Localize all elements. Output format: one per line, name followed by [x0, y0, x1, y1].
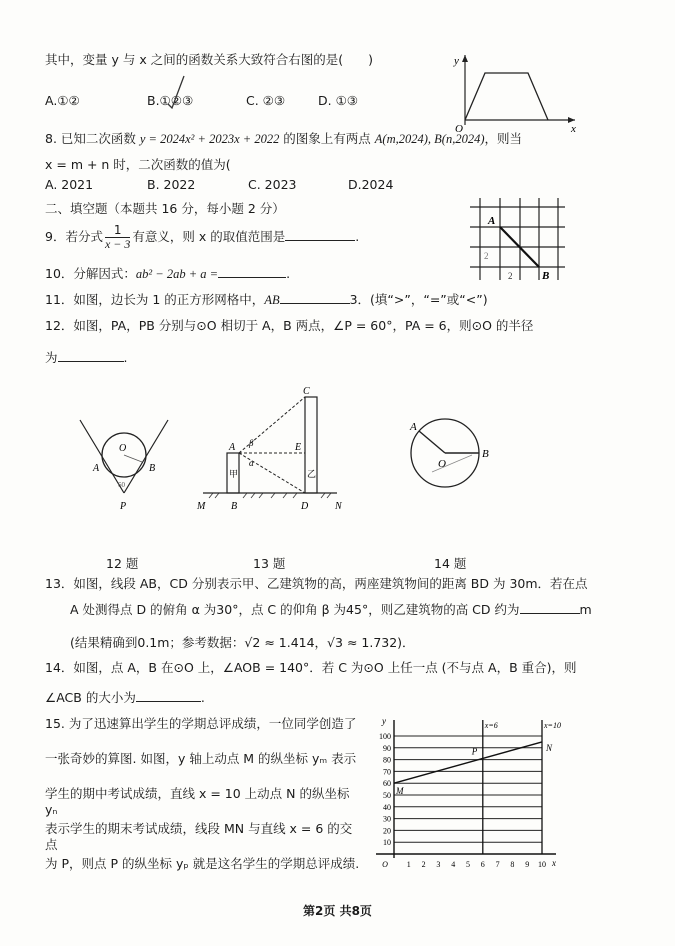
y-axis-label: y: [382, 716, 386, 726]
x-tick-label: 9: [525, 860, 530, 869]
q15-line-4: 表示学生的期末考试成绩，线段 MN 与直线 x = 6 的交点: [45, 821, 353, 852]
radius-ob: [124, 455, 142, 462]
x-tick-label: 3: [436, 860, 441, 869]
label-e: E: [295, 442, 302, 453]
x-tick-label: 2: [421, 860, 426, 869]
q8-line2: x = m + n 时，二次函数的值为(: [45, 157, 231, 172]
caption-14: 14 题: [434, 556, 467, 571]
q12-line2-text: 为: [45, 350, 58, 365]
label-a: A: [93, 463, 100, 474]
q8-option-c: C. 2023: [248, 177, 297, 192]
q9-prefix: 9．若分式: [45, 229, 103, 244]
q9-suffix: 有意义，则 x 的取值范围是: [132, 229, 286, 244]
point-label-n: N: [546, 742, 553, 753]
fraction-numerator: 1: [105, 224, 130, 238]
y-tick-label: 60: [383, 779, 391, 789]
q10-answer-blank[interactable]: [218, 266, 286, 278]
label-yi: 乙: [307, 469, 317, 479]
label-beta: β: [249, 438, 254, 448]
x-tick-label: 1: [406, 860, 411, 869]
q9-fraction: [105, 224, 130, 251]
y-tick-label: 90: [383, 743, 391, 753]
q13-line2-text: A 处测得点 D 的俯角 α 为30°，点 C 的仰角 β 为45°，则乙建筑物的高 CD 约为: [70, 602, 520, 617]
q12-line2: [45, 350, 128, 366]
q11: [45, 292, 488, 308]
label-a: A: [488, 215, 496, 227]
q9-end: .: [355, 229, 360, 244]
q13-line1: 13．如图，线段 AB，CD 分别表示甲、乙建筑物的高，两座建筑物间的距离 BD 为 30m．若在点: [45, 576, 588, 591]
q8-mid: 的图象上有两点: [279, 131, 375, 146]
y-tick-label: 10: [383, 838, 391, 848]
y-tick-label: 50: [383, 791, 391, 800]
q15-line-5: 为 P，则点 P 的纵坐标 yₚ 就是这名学生的学期总评成绩.: [45, 856, 360, 871]
q13-unit: m: [579, 602, 592, 617]
q8-line1: [45, 131, 645, 147]
checkmark-icon: [166, 74, 186, 110]
x-label: x: [571, 123, 576, 135]
q11-suffix: 3．(填“>”，“=”或“<”): [349, 292, 488, 307]
label-b: B: [231, 501, 238, 512]
q11-prefix: 11．如图，边长为 1 的正方形网格中，: [45, 292, 265, 307]
q14-figure: [400, 410, 510, 500]
q8-option-d: D.2024: [348, 177, 394, 192]
q12-end: .: [123, 350, 128, 365]
handwritten-2b: 2: [508, 271, 513, 281]
q7-option-d: D. ①③: [318, 93, 358, 108]
q8-option-b: B. 2022: [147, 177, 196, 192]
x-tick-label: 7: [495, 860, 500, 869]
label-n: N: [335, 501, 342, 512]
label-a: A: [229, 442, 236, 453]
q13-line2: [70, 602, 645, 618]
vertical-line-label: x=6: [484, 721, 498, 730]
q9: [45, 224, 359, 251]
y-tick-label: 30: [383, 814, 391, 824]
q14-answer-blank[interactable]: [136, 690, 201, 702]
label-b: B: [482, 448, 489, 460]
x-tick-label: 8: [510, 860, 515, 869]
label-b: B: [542, 270, 550, 282]
fraction-denominator: x − 3: [104, 237, 131, 251]
q13-line3: (结果精确到0.1m；参考数据：√2 ≈ 1.414，√3 ≈ 1.732)．: [70, 635, 415, 650]
q14-line1: 14．如图，点 A，B 在⊙O 上，∠AOB = 140°．若 C 为⊙O 上任一点 (不与点 A，B 重合)，则: [45, 660, 577, 675]
x-tick-label: 4: [451, 860, 456, 869]
q10-prefix: 10．分解因式：: [45, 266, 136, 281]
label-jia: 甲: [229, 469, 239, 479]
y-label: y: [454, 55, 459, 67]
q11-grid-figure: [465, 195, 570, 283]
q12-answer-blank[interactable]: [58, 350, 124, 362]
origin-label: O: [382, 860, 388, 869]
radius-oa: [419, 431, 445, 453]
y-tick-label: 70: [383, 767, 391, 777]
q14-end: .: [200, 690, 205, 705]
label-d: D: [301, 501, 309, 512]
y-tick-label: 40: [383, 802, 391, 812]
q12-line1: 12．如图，PA，PB 分别与⊙O 相切于 A，B 两点，∠P = 60°，PA = 6，则⊙O 的半径: [45, 318, 534, 333]
q8-points: A(m,2024), B(n,2024): [374, 132, 485, 146]
q15-nomogram-chart: [368, 706, 573, 874]
q15-line-3: 学生的期中考试成绩，直线 x = 10 上动点 N 的纵坐标 yₙ: [45, 786, 350, 817]
point-label-m: M: [396, 786, 404, 797]
origin-label: O: [455, 123, 463, 135]
q11-ab: AB: [264, 293, 280, 307]
label-p: P: [120, 501, 127, 512]
label-b: B: [149, 463, 156, 474]
trapezoid-curve: [465, 73, 548, 120]
q13-answer-blank[interactable]: [520, 602, 580, 614]
label-m: M: [197, 501, 206, 512]
x-tick-label: 10: [538, 860, 546, 869]
q8-formula: y = 2024x² + 2023x + 2022: [139, 132, 280, 146]
y-tick-label: 80: [383, 755, 391, 765]
x-axis-label: x: [552, 858, 556, 868]
handwritten-2: 2: [484, 251, 489, 261]
q14-line2-text: ∠ACB 的大小为: [45, 690, 136, 705]
q7-option-a: A.①②: [45, 93, 80, 108]
label-a: A: [410, 421, 417, 433]
y-tick-label: 100: [379, 732, 391, 741]
q14-line2: [45, 690, 205, 706]
q7-option-b: B.①②③: [147, 93, 194, 108]
q7-stem: 其中，变量 y 与 x 之间的函数关系大致符合右图的是( ): [45, 52, 373, 67]
section-heading: 二、填空题（本题共 16 分，每小题 2 分）: [45, 201, 285, 216]
y-tick-label: 20: [383, 826, 391, 836]
q8-prefix: 8. 已知二次函数: [45, 131, 140, 146]
q13-figure: [195, 385, 355, 520]
label-o: O: [438, 458, 446, 470]
q11-answer-blank[interactable]: [280, 292, 350, 304]
q15-line-2: 一张奇妙的算图. 如图，y 轴上动点 M 的纵坐标 yₘ 表示: [45, 751, 357, 766]
page-footer: 第2页 共8页: [303, 904, 372, 918]
x-tick-label: 5: [466, 860, 470, 869]
caption-13: 13 题: [253, 556, 286, 571]
label-o: O: [119, 443, 127, 454]
q9-answer-blank[interactable]: [285, 229, 355, 241]
q10-expression: ab² − 2ab + a =: [135, 267, 219, 281]
angle-60-mark: 60: [118, 481, 125, 489]
point-label-p: P: [471, 746, 478, 757]
q7-trapezoid-graph: [445, 50, 585, 135]
q12-figure: [75, 415, 175, 515]
q8-suffix: ，则当: [484, 131, 522, 146]
vertical-line-label: x=10: [544, 721, 561, 730]
q8-option-a: A. 2021: [45, 177, 94, 192]
q10-end: .: [286, 266, 291, 281]
q7-option-c: C. ②③: [246, 93, 286, 108]
q10: [45, 266, 290, 282]
label-alpha: α: [249, 458, 254, 468]
caption-12: 12 题: [106, 556, 139, 571]
q15-line-1: 15. 为了迅速算出学生的学期总评成绩，一位同学创造了: [45, 716, 357, 731]
x-tick-label: 6: [480, 860, 485, 869]
label-c: C: [303, 386, 310, 397]
